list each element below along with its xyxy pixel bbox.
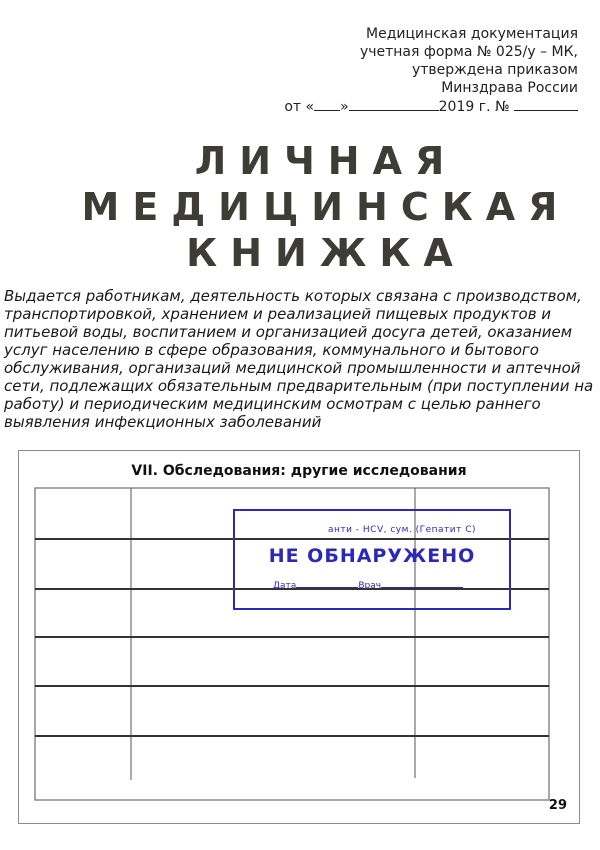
date-mid: » xyxy=(340,99,349,115)
stamp-doctor-label: Врач xyxy=(358,581,382,591)
page-number: 29 xyxy=(548,798,567,813)
stamp-signature-line xyxy=(273,579,463,591)
stamp-result: НЕ ОБНАРУЖЕНО xyxy=(268,545,476,567)
title-line-1: ЛИЧНАЯ xyxy=(194,139,458,183)
book-description: Выдается работникам, деятельность которых связана с производством, транспортировкой, хранением и реализацией пищевых продуктов и питьевой воды, воспитанием и организацией досуга детей, оказанием услуг населению в сфере образования, коммунального и бытового обслуживания, организаций медицинской промышленности и аптечной сети, подлежащих обязательным предварительным (при поступлении на работу) и периодическим медицинским осмотрам с целью раннего выявления инфекционных заболеваний xyxy=(4,287,594,431)
stamp-test-name: анти - HCV, сум. (Гепатит С) xyxy=(327,525,477,535)
date-prefix: от « xyxy=(284,99,315,115)
header-line-2: учетная форма № 025/у – МК, xyxy=(359,44,578,60)
stamp-date-blank xyxy=(296,579,358,588)
header-line-3: утверждена приказом xyxy=(411,62,578,78)
lab-stamp xyxy=(233,509,511,610)
title-line-2: МЕДИЦИНСКАЯ xyxy=(81,185,571,229)
stamp-doctor-blank xyxy=(381,579,463,588)
stamp-date-label: Дата xyxy=(273,581,297,591)
date-year: 2019 г. № xyxy=(438,99,510,115)
title-line-3: КНИЖКА xyxy=(186,231,466,275)
header-line-4: Минздрава России xyxy=(441,80,578,96)
header-line-1: Медицинская документация xyxy=(366,26,578,42)
section-title: VII. Обследования: другие исследования xyxy=(131,463,467,479)
